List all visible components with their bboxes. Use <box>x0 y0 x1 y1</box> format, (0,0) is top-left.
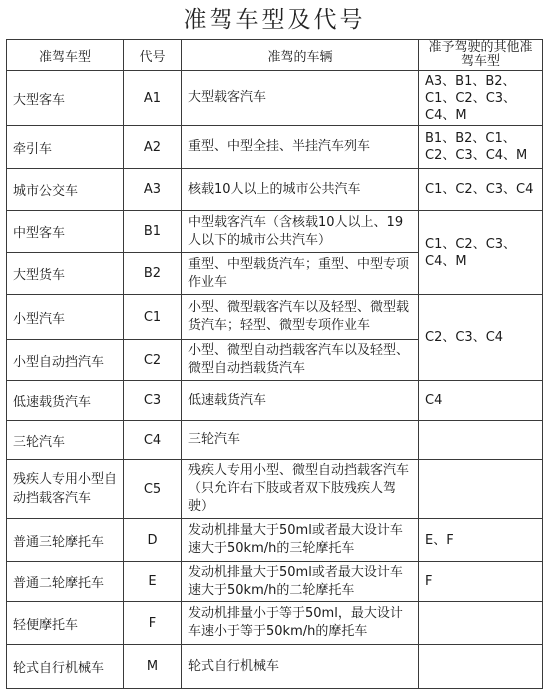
vehicles-cell: 发动机排量大于50ml或者最大设计车速大于50km/h的二轮摩托车 <box>182 562 419 602</box>
code-cell: C5 <box>124 460 182 519</box>
code-cell: A3 <box>124 169 182 211</box>
vehicles-cell: 发动机排量小于等于50ml，最大设计车速小于等于50km/h的摩托车 <box>182 602 419 645</box>
license-type-cell: 普通二轮摩托车 <box>7 562 124 602</box>
code-cell: A2 <box>124 126 182 169</box>
table-row <box>7 602 543 645</box>
code-cell: F <box>124 602 182 645</box>
table-row <box>7 421 543 460</box>
vehicles-cell: 轮式自行机械车 <box>182 645 419 689</box>
code-cell: B1 <box>124 211 182 253</box>
other-types-cell <box>419 645 543 689</box>
vehicles-cell: 残疾人专用小型、微型自动挡载客汽车（只允许右下肢或者双下肢残疾人驾驶） <box>182 460 419 519</box>
other-types-cell: C1、C2、C3、C4 <box>419 169 543 211</box>
license-type-cell: 三轮汽车 <box>7 421 124 460</box>
license-type-cell: 牵引车 <box>7 126 124 169</box>
table-row <box>7 71 543 126</box>
vehicles-cell: 低速载货汽车 <box>182 381 419 421</box>
vehicles-cell: 重型、中型全挂、半挂汽车列车 <box>182 126 419 169</box>
license-type-cell: 中型客车 <box>7 211 124 253</box>
license-type-cell: 小型自动挡汽车 <box>7 340 124 381</box>
table-row <box>7 645 543 689</box>
code-cell: C4 <box>124 421 182 460</box>
other-types-cell: E、F <box>419 519 543 562</box>
license-type-cell: 轻便摩托车 <box>7 602 124 645</box>
header-license-type: 准驾车型 <box>7 40 124 71</box>
other-types-cell <box>419 421 543 460</box>
header-code: 代号 <box>124 40 182 71</box>
vehicles-cell: 中型载客汽车（含核载10人以上、19人以下的城市公共汽车） <box>182 211 419 253</box>
vehicles-cell: 三轮汽车 <box>182 421 419 460</box>
table-row <box>7 211 543 253</box>
table-row <box>7 460 543 519</box>
license-type-cell: 大型客车 <box>7 71 124 126</box>
license-type-cell: 大型货车 <box>7 253 124 295</box>
license-type-cell: 城市公交车 <box>7 169 124 211</box>
other-types-cell <box>419 460 543 519</box>
header-permitted-vehicles: 准驾的车辆 <box>182 40 419 71</box>
vehicles-cell: 大型载客汽车 <box>182 71 419 126</box>
table-row <box>7 126 543 169</box>
page-title: 准驾车型及代号 <box>183 7 366 33</box>
vehicles-cell: 核载10人以上的城市公共汽车 <box>182 169 419 211</box>
table-row <box>7 295 543 340</box>
license-class-table <box>6 39 543 689</box>
license-type-cell: 普通三轮摩托车 <box>7 519 124 562</box>
vehicles-cell: 发动机排量大于50ml或者最大设计车速大于50km/h的三轮摩托车 <box>182 519 419 562</box>
table-row <box>7 381 543 421</box>
other-types-cell: F <box>419 562 543 602</box>
code-cell: C1 <box>124 295 182 340</box>
code-cell: D <box>124 519 182 562</box>
other-types-cell: C4 <box>419 381 543 421</box>
license-type-cell: 低速载货汽车 <box>7 381 124 421</box>
code-cell: E <box>124 562 182 602</box>
other-types-cell: C1、C2、C3、C4、M <box>419 211 543 295</box>
code-cell: C3 <box>124 381 182 421</box>
table-row <box>7 169 543 211</box>
vehicles-cell: 重型、中型载货汽车；重型、中型专项作业车 <box>182 253 419 295</box>
license-type-cell: 残疾人专用小型自动挡载客汽车 <box>7 460 124 519</box>
other-types-cell: C2、C3、C4 <box>419 295 543 381</box>
table-header-row <box>7 40 543 71</box>
license-type-cell: 小型汽车 <box>7 295 124 340</box>
vehicles-cell: 小型、微型自动挡载客汽车以及轻型、微型自动挡载货汽车 <box>182 340 419 381</box>
table-row <box>7 562 543 602</box>
header-other-permitted-types: 准予驾驶的其他准驾车型 <box>419 40 543 71</box>
code-cell: M <box>124 645 182 689</box>
vehicles-cell: 小型、微型载客汽车以及轻型、微型载货汽车；轻型、微型专项作业车 <box>182 295 419 340</box>
code-cell: C2 <box>124 340 182 381</box>
other-types-cell <box>419 602 543 645</box>
other-types-cell: B1、B2、C1、C2、C3、C4、M <box>419 126 543 169</box>
code-cell: B2 <box>124 253 182 295</box>
table-row <box>7 519 543 562</box>
license-type-cell: 轮式自行机械车 <box>7 645 124 689</box>
other-types-cell: A3、B1、B2、C1、C2、C3、C4、M <box>419 71 543 126</box>
code-cell: A1 <box>124 71 182 126</box>
